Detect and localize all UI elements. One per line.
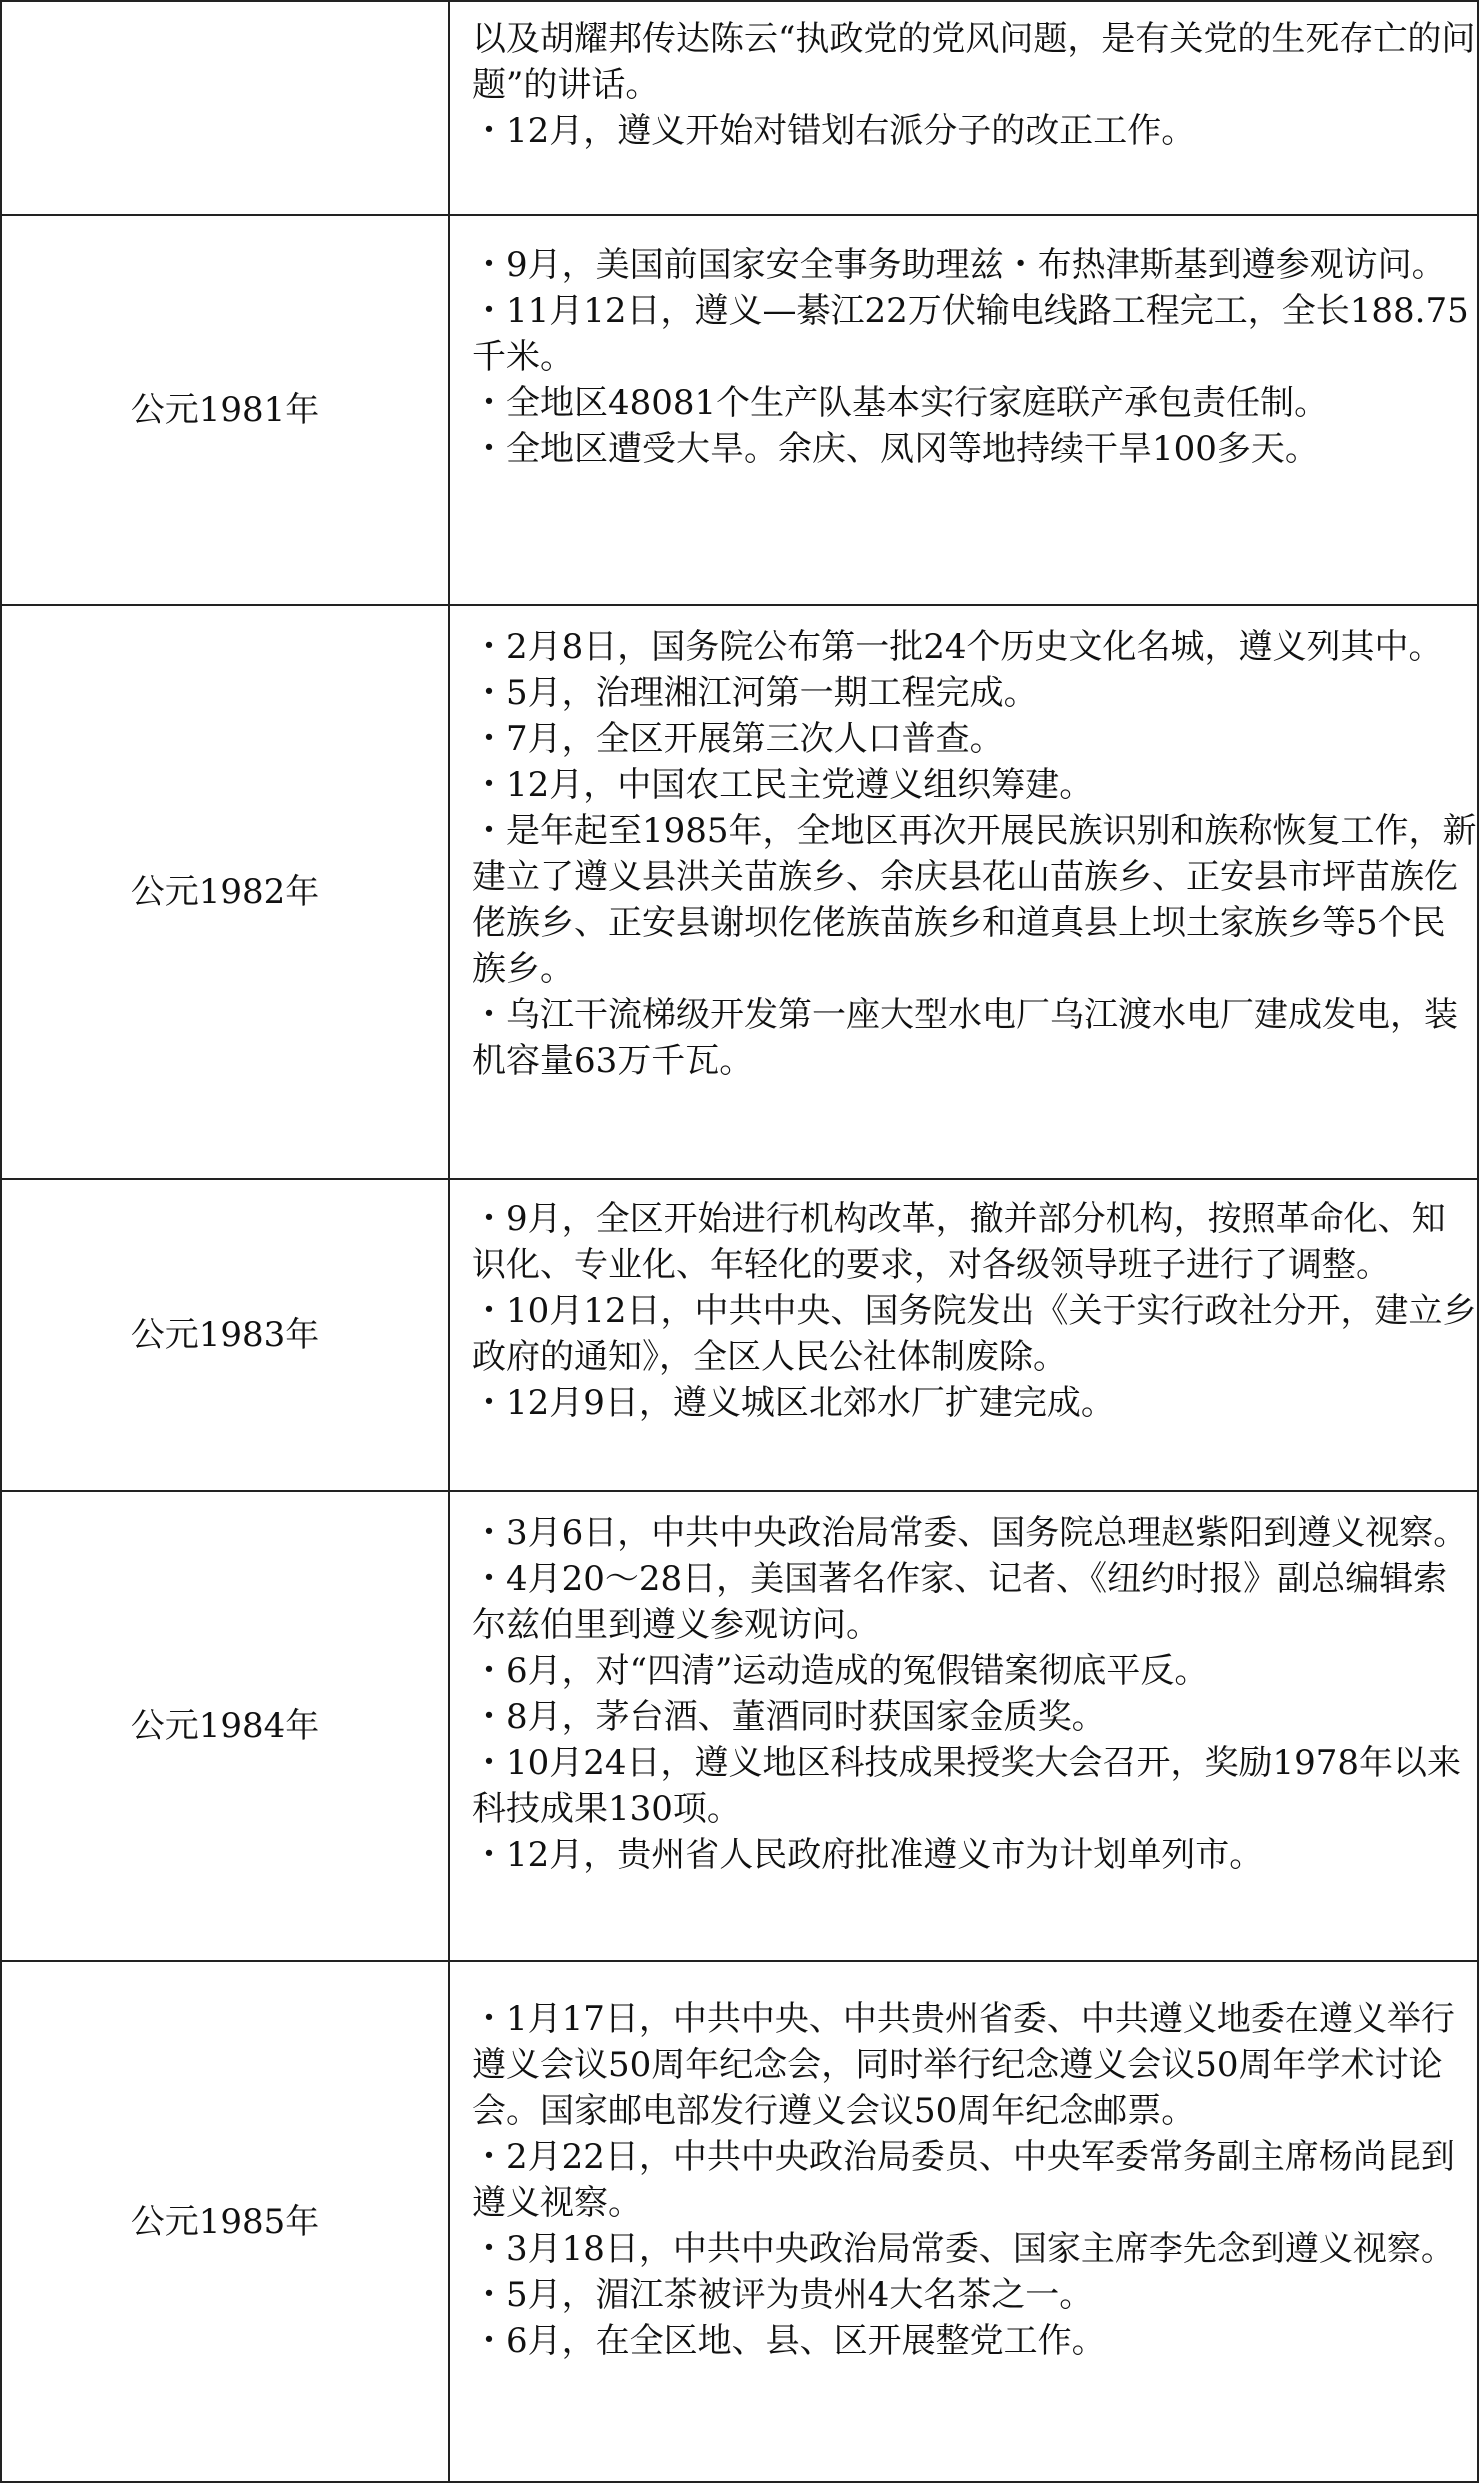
table-row xyxy=(1,1179,1478,1491)
event-text: ・4月20～28日，美国著名作家、记者、《纽约时报》副总编辑索尔兹伯里到遵义参观访问。 xyxy=(472,1559,1448,1645)
event-text: ・10月12日，中共中央、国务院发出《关于实行政社分开，建立乡政府的通知》，全区人民公社体制废除。 xyxy=(472,1291,1477,1377)
event-text: ・6月，在全区地、县、区开展整党工作。 xyxy=(472,2321,1106,2361)
year-cell: 公元1983年 xyxy=(1,1179,449,1491)
events-cell xyxy=(449,1491,1478,1961)
event-text: ・9月，美国前国家安全事务助理兹・布热津斯基到遵参观访问。 xyxy=(472,245,1446,285)
year-cell: 公元1985年 xyxy=(1,1961,449,2482)
event-text: ・1月17日，中共中央、中共贵州省委、中共遵义地委在遵义举行遵义会议50周年纪念会，同时举行纪念遵义会议50周年学术讨论会。国家邮电部发行遵义会议50周年纪念邮票。 xyxy=(472,1999,1455,2131)
table-row xyxy=(1,215,1478,605)
year-cell: 公元1982年 xyxy=(1,605,449,1179)
events-cell xyxy=(449,215,1478,605)
year-cell: 公元1981年 xyxy=(1,215,449,605)
event-text: ・12月，遵义开始对错划右派分子的改正工作。 xyxy=(472,111,1196,151)
event-text: ・8月，茅台酒、董酒同时获国家金质奖。 xyxy=(472,1697,1106,1737)
event-text: ・11月12日，遵义—綦江22万伏输电线路工程完工，全长188.75千米。 xyxy=(472,291,1469,377)
event-text: ・3月6日，中共中央政治局常委、国务院总理赵紫阳到遵义视察。 xyxy=(472,1513,1468,1553)
event-text: ・6月，对“四清”运动造成的冤假错案彻底平反。 xyxy=(472,1651,1209,1691)
event-text: ・全地区48081个生产队基本实行家庭联产承包责任制。 xyxy=(472,383,1329,423)
table-row xyxy=(1,605,1478,1179)
table-row xyxy=(1,1961,1478,2482)
event-text: ・7月，全区开展第三次人口普查。 xyxy=(472,719,1004,759)
events-cell xyxy=(449,605,1478,1179)
event-text: ・5月，湄江茶被评为贵州4大名茶之一。 xyxy=(472,2275,1094,2315)
event-text: ・是年起至1985年，全地区再次开展民族识别和族称恢复工作，新建立了遵义县洪关苗族乡、余庆县花山苗族乡、正安县市坪苗族仡佬族乡、正安县谢坝仡佬族苗族乡和道真县上坝土家族乡等5个民族乡。 xyxy=(472,811,1477,989)
table-row xyxy=(1,1,1478,215)
event-text: ・12月，中国农工民主党遵义组织筹建。 xyxy=(472,765,1094,805)
event-text: ・12月9日，遵义城区北郊水厂扩建完成。 xyxy=(472,1383,1115,1423)
event-text: ・10月24日，遵义地区科技成果授奖大会召开，奖励1978年以来科技成果130项。 xyxy=(472,1743,1462,1829)
event-text: 以及胡耀邦传达陈云“执政党的党风问题，是有关党的生死存亡的问题”的讲话。 xyxy=(472,19,1476,105)
year-cell xyxy=(1,1,449,215)
events-cell xyxy=(449,1179,1478,1491)
events-cell xyxy=(449,1961,1478,2482)
event-text: ・3月18日，中共中央政治局常委、国家主席李先念到遵义视察。 xyxy=(472,2229,1455,2269)
event-text: ・2月22日，中共中央政治局委员、中央军委常务副主席杨尚昆到遵义视察。 xyxy=(472,2137,1455,2223)
event-text: ・12月，贵州省人民政府批准遵义市为计划单列市。 xyxy=(472,1835,1264,1875)
events-cell xyxy=(449,1,1478,215)
event-text: ・全地区遭受大旱。余庆、凤冈等地持续干旱100多天。 xyxy=(472,429,1319,469)
event-text: ・2月8日，国务院公布第一批24个历史文化名城，遵义列其中。 xyxy=(472,627,1443,667)
year-cell: 公元1984年 xyxy=(1,1491,449,1961)
event-text: ・乌江干流梯级开发第一座大型水电厂乌江渡水电厂建成发电，装机容量63万千瓦。 xyxy=(472,995,1458,1081)
event-text: ・9月，全区开始进行机构改革，撤并部分机构，按照革命化、知识化、专业化、年轻化的要求，对各级领导班子进行了调整。 xyxy=(472,1199,1446,1285)
table-row xyxy=(1,1491,1478,1961)
event-text: ・5月，治理湘江河第一期工程完成。 xyxy=(472,673,1038,713)
